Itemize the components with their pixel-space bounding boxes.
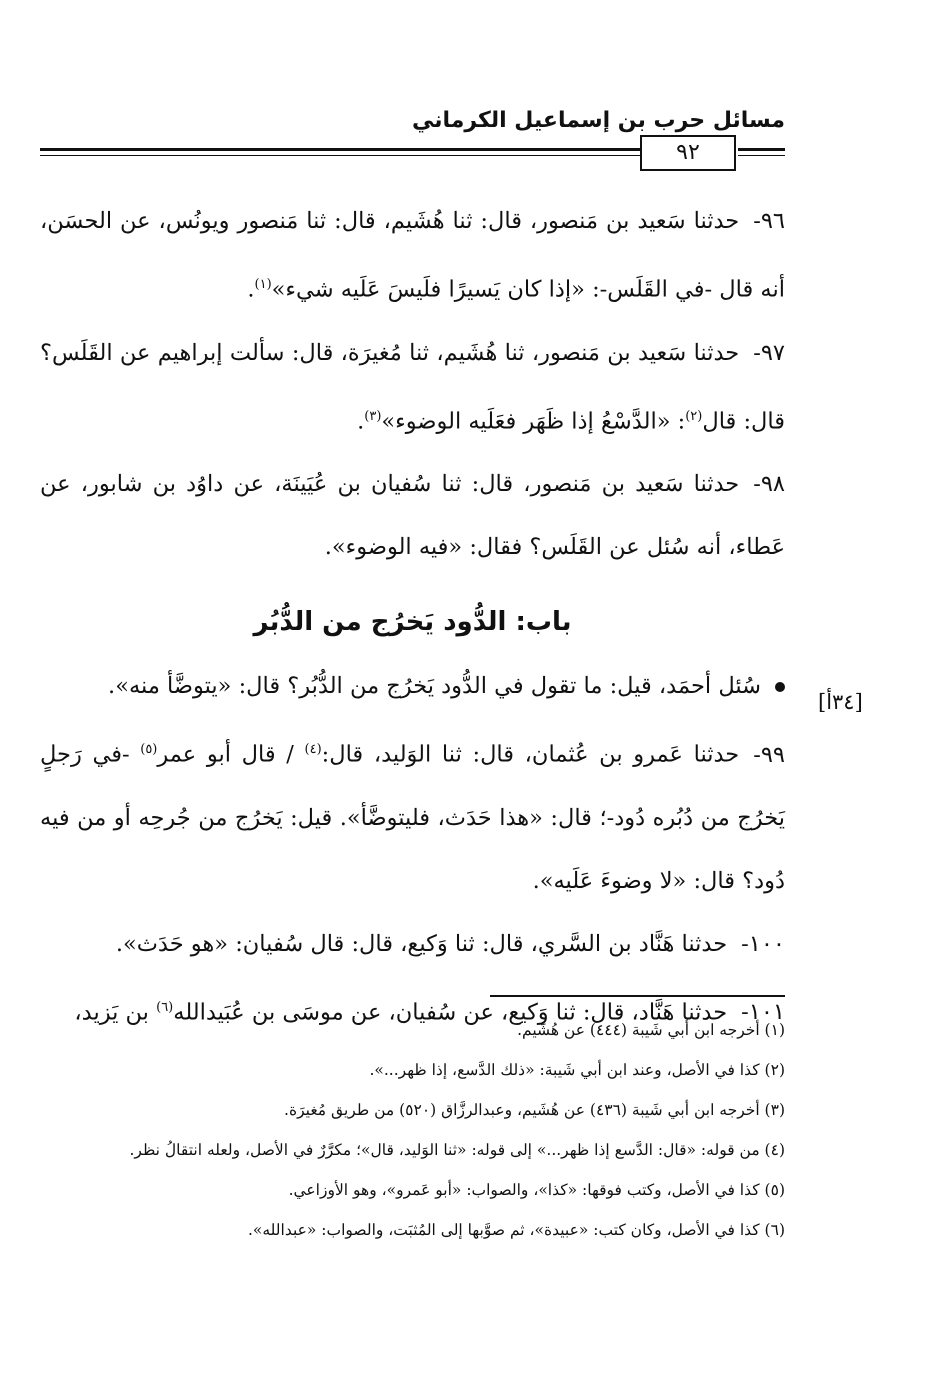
header-rule-left-thin	[40, 155, 640, 156]
paragraph-text: / قال أبو عمر	[157, 741, 305, 768]
footnote-ref: (٣)	[364, 408, 382, 424]
bullet-paragraph	[40, 655, 785, 718]
footnote-ref: (٥)	[140, 742, 158, 757]
header-rule-right	[738, 148, 785, 151]
main-text	[40, 190, 785, 1044]
footnote-ref: (٢)	[685, 408, 703, 424]
footnote-3: (٣) أخرجه ابن أبي شَيبة (٤٣٦) عن هُشَيم، وعبدالرزَّاق (٥٢٠) من طريق مُغيرَة.	[284, 1101, 785, 1119]
paragraph-text: حدثنا هَنَّاد بن السَّري، قال: ثنا وَكيع، قال: قال سُفيان: «هو حَدَث».	[115, 930, 728, 957]
paragraph-end: .	[247, 276, 255, 303]
paragraph-98	[40, 453, 785, 579]
footnote-ref: (١)	[254, 277, 272, 292]
paragraph-number: ٩٩-	[753, 741, 785, 768]
paragraph-number: ٩٧-	[753, 339, 785, 366]
paragraph-number: ٩٨-	[753, 471, 785, 497]
footnote-4: (٤) من قوله: «قال: الدَّسع إذا ظهر...» إلى قوله: «ثنا الوَليد، قال»؛ مكرَّرٌ في الأصل، ولعله انتقالُ نظر.	[129, 1141, 785, 1159]
footnote-divider	[490, 995, 785, 997]
footnote-ref: (٤)	[304, 742, 322, 757]
paragraph-text: حدثنا عَمرو بن عُثمان، قال: ثنا الوَليد، قال:	[321, 741, 740, 768]
paragraph-end: .	[357, 408, 365, 434]
footnote-1: (١) أخرجه ابن أبي شَيبة (٤٤٤) عن هُشَيم.	[517, 1021, 785, 1039]
paragraph-text: حدثنا سَعيد بن مَنصور، ثنا هُشَيم، ثنا مُغيرَة، قال: سألت إبراهيم عن القَلَس؟ قال: قال	[40, 339, 785, 434]
chapter-heading: باب: الدُّود يَخرُج من الدُّبُر	[253, 607, 572, 637]
footnote-ref: (٦)	[156, 999, 174, 1015]
footnotes	[40, 1010, 785, 1250]
folio-margin-note: [٣٤أ]	[818, 690, 863, 714]
paragraph-number: ١٠٠-	[741, 930, 785, 957]
paragraph-text: بن يَزيد،	[74, 999, 157, 1025]
paragraph-96	[40, 190, 785, 322]
paragraph-number: ٩٦-	[753, 208, 785, 234]
page-number: ٩٢	[640, 135, 736, 171]
bullet-icon	[775, 682, 785, 692]
paragraph-text: : «الدَّسْعُ إذا ظَهَر فعَلَيه الوضوء»	[381, 408, 686, 434]
footnote-2: (٢) كذا في الأصل، وعند ابن أبي شَيبة: «ذلك الدَّسع، إذا ظهر...».	[369, 1061, 785, 1079]
header-rule-right-thin	[738, 155, 785, 156]
paragraph-97	[40, 322, 785, 454]
footnote-6: (٦) كذا في الأصل، وكان كتب: «عبيدة»، ثم صوَّبها إلى المُثبَت، والصواب: «عبدالله».	[247, 1221, 785, 1239]
footnote-5: (٥) كذا في الأصل، وكتب فوقها: «كذا»، والصواب: «أبو عَمرو»، وهو الأوزاعي.	[288, 1181, 785, 1199]
paragraph-number: ١٠١-	[741, 999, 785, 1025]
header-rule-left	[40, 148, 640, 151]
paragraph-text: حدثنا سَعيد بن مَنصور، قال: ثنا سُفيان بن عُيَينَة، عن داوُد بن شابور، عن عَطاء، أنه سُئل عن القَلَس؟ فقال: «فيه الوضوء».	[40, 471, 785, 560]
book-title: مسائل حرب بن إسماعيل الكرماني	[411, 108, 785, 133]
paragraph-text: -في رَجلٍ يَخرُج من دُبُره دُود-؛ قال: «هذا حَدَث، فليتوضَّأ». قيل: يَخرُج من جُرحِه أو من فيه دُود؟ قال: «لا وضوءَ عَلَيه».	[40, 741, 785, 894]
paragraph-99	[40, 718, 785, 913]
paragraph-100	[40, 913, 785, 976]
bullet-text: سُئل أحمَد، قيل: ما تقول في الدُّود يَخرُج من الدُّبُر؟ قال: «يتوضَّأ منه».	[108, 673, 761, 699]
paragraph-text: حدثنا هَنَّاد، قال: ثنا وَكيع، عن سُفيان، عن موسَى بن عُبَيدالله	[173, 999, 728, 1025]
paragraph-text: حدثنا سَعيد بن مَنصور، قال: ثنا هُشَيم، قال: ثنا مَنصور ويونُس، عن الحسَن، أنه قال -في القَلَس-: «إذا كان يَسيرًا فلَيسَ عَلَيه شيء»	[40, 208, 785, 303]
